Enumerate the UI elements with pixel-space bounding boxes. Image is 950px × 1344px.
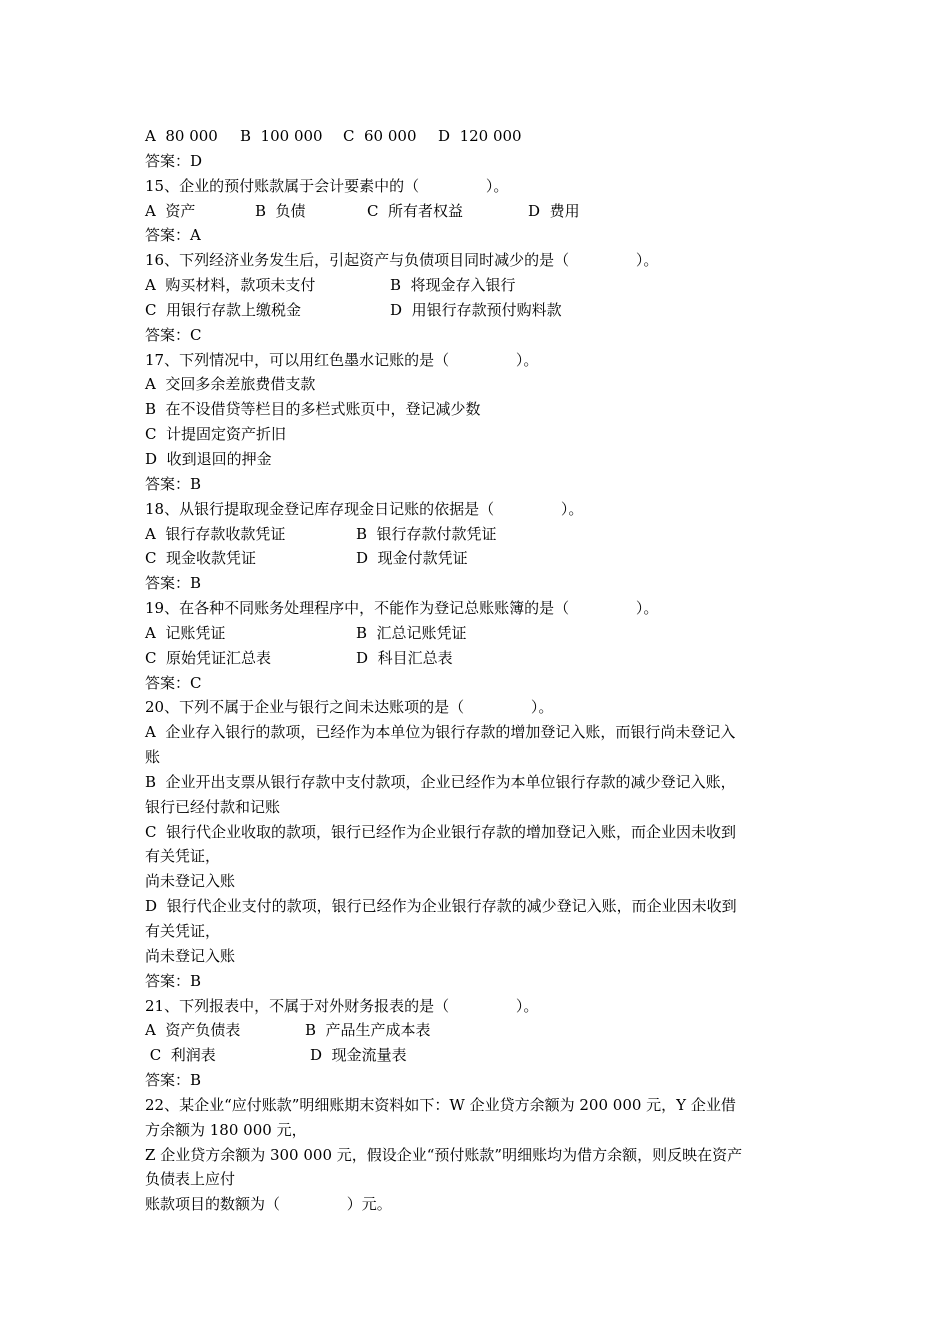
- option-text: A 银行存款收款凭证: [145, 524, 286, 543]
- option-text: B 银行存款付款凭证: [356, 524, 497, 543]
- option-row: [145, 124, 815, 149]
- option-text: B 将现金存入银行: [390, 276, 516, 295]
- option-text: D 120 000: [438, 127, 522, 145]
- answer-text: 答案：C: [145, 673, 202, 692]
- body-text: A 交回多余差旅费借支款: [145, 375, 316, 394]
- body-text: 负债表上应付: [145, 1170, 236, 1189]
- option-text: B 产品生产成本表: [305, 1021, 431, 1040]
- question-text: 20、下列不属于企业与银行之间未达账项的是（ ）。: [145, 698, 554, 717]
- answer-text: 答案：B: [145, 574, 202, 593]
- question-text: 15、企业的预付账款属于会计要素中的（ ）。: [145, 176, 509, 195]
- body-text: 银行已经付款和记账: [145, 797, 281, 816]
- body-text: 方余额为 180 000 元，: [145, 1120, 307, 1139]
- option-text: C 用银行存款上缴税金: [145, 300, 302, 319]
- option-text: B 100 000: [240, 127, 323, 145]
- body-text: A 企业存入银行的款项，已经作为本单位为银行存款的增加登记入账，而银行尚未登记入: [145, 723, 736, 742]
- option-text: B 汇总记账凭证: [356, 623, 467, 642]
- option-text: D 现金付款凭证: [356, 549, 468, 568]
- body-text: B 在不设借贷等栏目的多栏式账页中，登记减少数: [145, 400, 481, 419]
- option-text: C 所有者权益: [367, 201, 464, 220]
- answer-text: 答案：A: [145, 226, 201, 245]
- body-text: 有关凭证，: [145, 922, 221, 940]
- body-text: 有关凭证，: [145, 847, 221, 866]
- option-row: [145, 199, 815, 224]
- body-text: C 银行代企业收取的款项，银行已经作为企业银行存款的增加登记入账，而企业因未收到: [145, 822, 737, 841]
- body-text: B 企业开出支票从银行存款中支付款项，企业已经作为本单位银行存款的减少登记入账，: [145, 772, 736, 791]
- question-text: 17、下列情况中，可以用红色墨水记账的是（ ）。: [145, 350, 539, 369]
- question-text: 19、在各种不同账务处理程序中，不能作为登记总账账簿的是（ ）。: [145, 599, 659, 618]
- document-body: [145, 124, 815, 1217]
- body-text: 尚未登记入账: [145, 946, 236, 965]
- option-row: [145, 646, 815, 671]
- option-text: D 现金流量表: [310, 1046, 407, 1065]
- body-text: 尚未登记入账: [145, 872, 236, 891]
- answer-text: 答案：C: [145, 325, 202, 344]
- body-text: D 收到退回的押金: [145, 449, 272, 468]
- option-text: D 用银行存款预付购料款: [390, 300, 562, 319]
- body-text: 账: [145, 748, 161, 767]
- option-row: [145, 546, 815, 571]
- body-text: 账款项目的数额为（ ）元。: [145, 1195, 392, 1214]
- option-text: A 购买材料，款项未支付: [145, 276, 316, 295]
- option-text: D 费用: [528, 201, 580, 220]
- option-row: [145, 298, 815, 323]
- body-text: Z 企业贷方余额为 300 000 元，假设企业“预付账款”明细账均为借方余额，则反映在资产: [145, 1145, 743, 1164]
- answer-text: 答案：B: [145, 1071, 202, 1090]
- option-text: A 资产: [145, 201, 196, 220]
- question-text: 18、从银行提取现金登记库存现金日记账的依据是（ ）。: [145, 499, 584, 518]
- option-text: A 80 000: [145, 127, 218, 145]
- question-text: 16、下列经济业务发生后，引起资产与负债项目同时减少的是（ ）。: [145, 251, 659, 270]
- option-row: [145, 273, 815, 298]
- answer-text: 答案：D: [145, 151, 203, 170]
- option-text: A 资产负债表: [145, 1021, 241, 1040]
- option-row: [145, 621, 815, 646]
- option-text: D 科目汇总表: [356, 648, 453, 667]
- question-text: 22、某企业“应付账款”明细账期末资料如下：W 企业贷方余额为 200 000 元，Y 企业借: [145, 1095, 736, 1114]
- option-text: C 利润表: [145, 1046, 216, 1065]
- option-row: [145, 1043, 815, 1068]
- option-text: A 记账凭证: [145, 623, 226, 642]
- body-text: C 计提固定资产折旧: [145, 425, 287, 444]
- question-text: 21、下列报表中，不属于对外财务报表的是（ ）。: [145, 996, 539, 1015]
- option-row: [145, 1018, 815, 1043]
- answer-text: 答案：B: [145, 971, 202, 990]
- body-text: D 银行代企业支付的款项，银行已经作为企业银行存款的减少登记入账，而企业因未收到: [145, 897, 737, 916]
- option-text: C 原始凭证汇总表: [145, 648, 272, 667]
- answer-text: 答案：B: [145, 474, 202, 493]
- option-row: [145, 522, 815, 547]
- option-text: C 现金收款凭证: [145, 549, 257, 568]
- option-text: B 负债: [255, 201, 306, 220]
- option-text: C 60 000: [343, 127, 417, 145]
